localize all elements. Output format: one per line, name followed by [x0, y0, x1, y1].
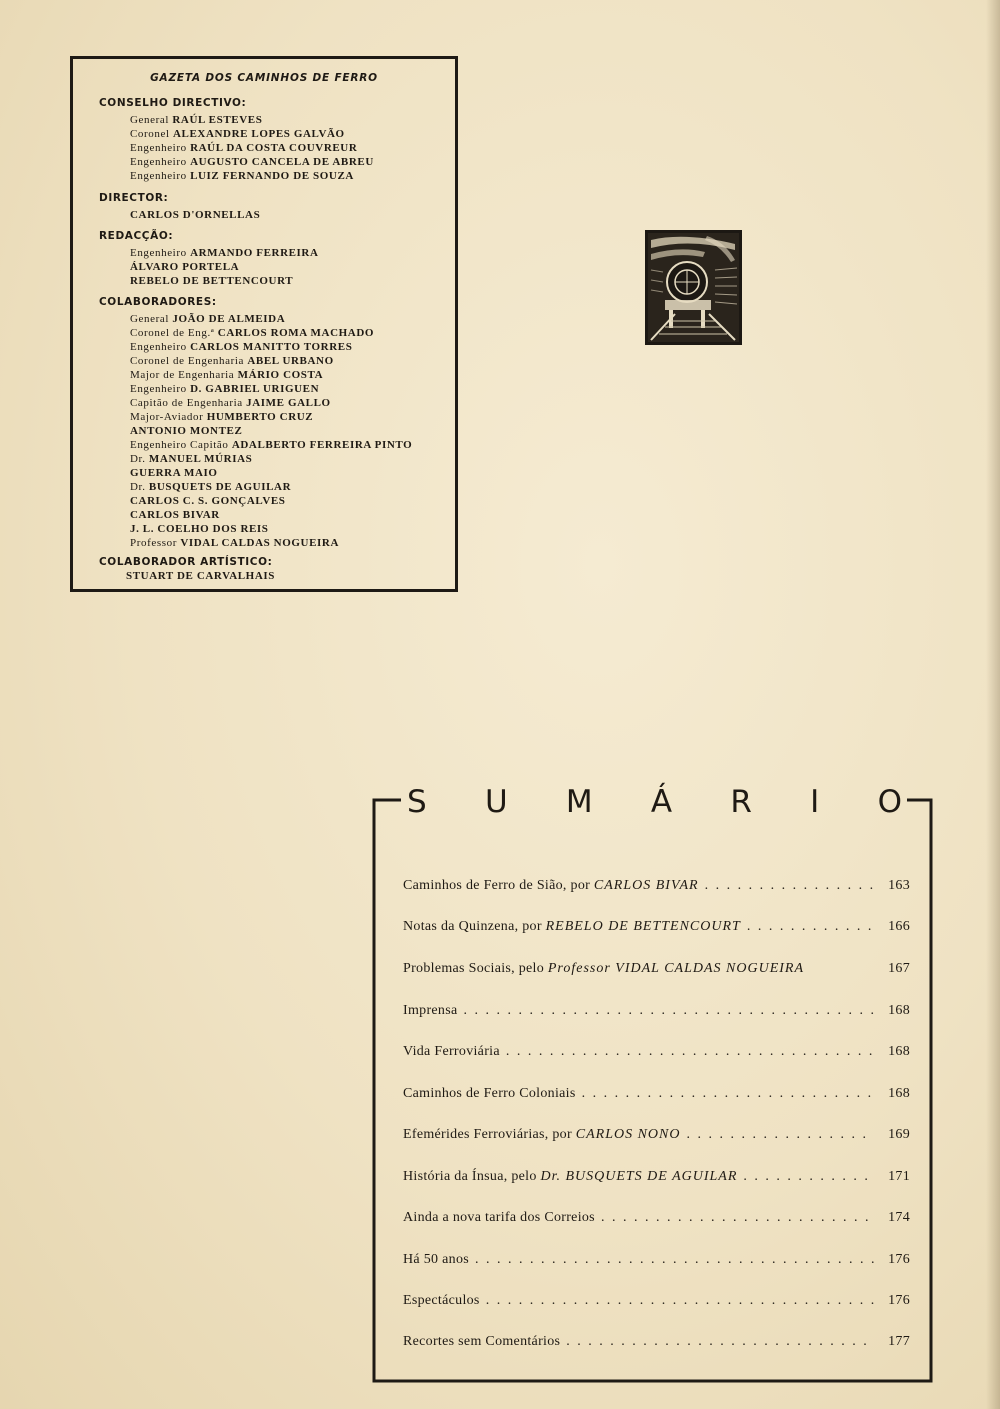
page-edge-shadow — [986, 0, 1000, 1409]
summary-title-letter: O — [877, 784, 902, 820]
person-line: REBELO DE BETTENCOURT — [130, 275, 294, 287]
person-line: Engenheiro RAÚL DA COSTA COUVREUR — [130, 142, 358, 154]
masthead-title: GAZETA DOS CAMINHOS DE FERRO — [150, 72, 378, 84]
locomotive-emblem-icon — [645, 230, 742, 345]
section-names-colaborador-artistico — [126, 569, 275, 583]
toc-entry[interactable]: Imprensa . . . 168 — [403, 1003, 910, 1023]
toc-entry[interactable]: Problemas Sociais, pelo Professor VIDAL CALDAS NOGUEIRA 167 — [403, 961, 910, 976]
toc-entry[interactable]: Efemérides Ferroviárias, por CARLOS NONO . . . 169 — [403, 1127, 910, 1147]
summary-title-letter: Á — [650, 784, 673, 820]
toc-entry[interactable]: Caminhos de Ferro de Sião, por CARLOS BIVAR . . . 163 — [403, 878, 910, 898]
summary-title-letter: S — [407, 784, 427, 820]
section-heading-conselho: CONSELHO DIRECTIVO: — [99, 97, 247, 109]
person-line: Engenheiro Capitão ADALBERTO FERREIRA PINTO — [130, 439, 413, 451]
person-line: Dr. MANUEL MÚRIAS — [130, 453, 253, 465]
person-line: Engenheiro AUGUSTO CANCELA DE ABREU — [130, 156, 374, 168]
person-line: Engenheiro ARMANDO FERREIRA — [130, 247, 319, 259]
person-line: J. L. COELHO DOS REIS — [130, 523, 269, 535]
person-line: Engenheiro D. GABRIEL URIGUEN — [130, 383, 320, 395]
person-line: General RAÚL ESTEVES — [130, 114, 263, 126]
section-names-colaboradores — [130, 312, 412, 550]
summary-title-letter: U — [484, 784, 508, 820]
person-line: CARLOS C. S. GONÇALVES — [130, 495, 286, 507]
toc-entry[interactable]: Vida Ferroviária . . . 168 — [403, 1044, 910, 1064]
person-line: GUERRA MAIO — [130, 467, 218, 479]
toc-entry[interactable]: Há 50 anos . . . 176 — [403, 1252, 910, 1272]
toc-entry[interactable]: Recortes sem Comentários . . . 177 — [403, 1334, 910, 1354]
person-line: General JOÃO DE ALMEIDA — [130, 313, 286, 325]
person-line: Major de Engenharia MÁRIO COSTA — [130, 369, 324, 381]
toc-entry[interactable]: História da Ínsua, pelo Dr. BUSQUETS DE AGUILAR . . . 171 — [403, 1169, 910, 1189]
person-line: Coronel de Engenharia ABEL URBANO — [130, 355, 334, 367]
summary-title — [407, 780, 902, 824]
person-line: Engenheiro CARLOS MANITTO TORRES — [130, 341, 353, 353]
section-names-redaccao — [130, 246, 319, 288]
summary-title-letter: I — [810, 784, 820, 820]
summary-title-letter: M — [565, 784, 593, 820]
summary-panel — [371, 780, 934, 1385]
person-line: Coronel ALEXANDRE LOPES GALVÃO — [130, 128, 345, 140]
person-line: Engenheiro LUIZ FERNANDO DE SOUZA — [130, 170, 354, 182]
person-line: ÁLVARO PORTELA — [130, 261, 240, 273]
toc-entry[interactable]: Caminhos de Ferro Coloniais . . . 168 — [403, 1086, 910, 1106]
person-line: Professor VIDAL CALDAS NOGUEIRA — [130, 537, 339, 549]
person-line: Major-Aviador HUMBERTO CRUZ — [130, 411, 314, 423]
section-heading-director: DIRECTOR: — [99, 192, 169, 204]
toc-entry[interactable]: Notas da Quinzena, por REBELO DE BETTENCOURT . . . 166 — [403, 919, 910, 939]
person-line: Dr. BUSQUETS DE AGUILAR — [130, 481, 292, 493]
toc-entry[interactable]: Espectáculos . . . 176 — [403, 1293, 910, 1313]
toc-entry[interactable]: Ainda a nova tarifa dos Correios . . . 174 — [403, 1210, 910, 1230]
masthead-box — [70, 56, 458, 592]
section-names-conselho — [130, 113, 374, 183]
person-line: CARLOS BIVAR — [130, 509, 220, 521]
person-line: Coronel de Eng.ª CARLOS ROMA MACHADO — [130, 327, 375, 339]
section-heading-colaborador-artistico: COLABORADOR ARTÍSTICO: — [99, 556, 273, 568]
person-line: ANTONIO MONTEZ — [130, 425, 243, 437]
person-line: STUART DE CARVALHAIS — [126, 570, 275, 582]
section-heading-colaboradores: COLABORADORES: — [99, 296, 217, 308]
summary-title-letter: R — [730, 784, 752, 820]
person-line: Capitão de Engenharia JAIME GALLO — [130, 397, 331, 409]
section-heading-redaccao: REDACÇÃO: — [99, 230, 174, 242]
person-line: CARLOS D'ORNELLAS — [130, 209, 261, 221]
section-names-director — [130, 208, 260, 222]
